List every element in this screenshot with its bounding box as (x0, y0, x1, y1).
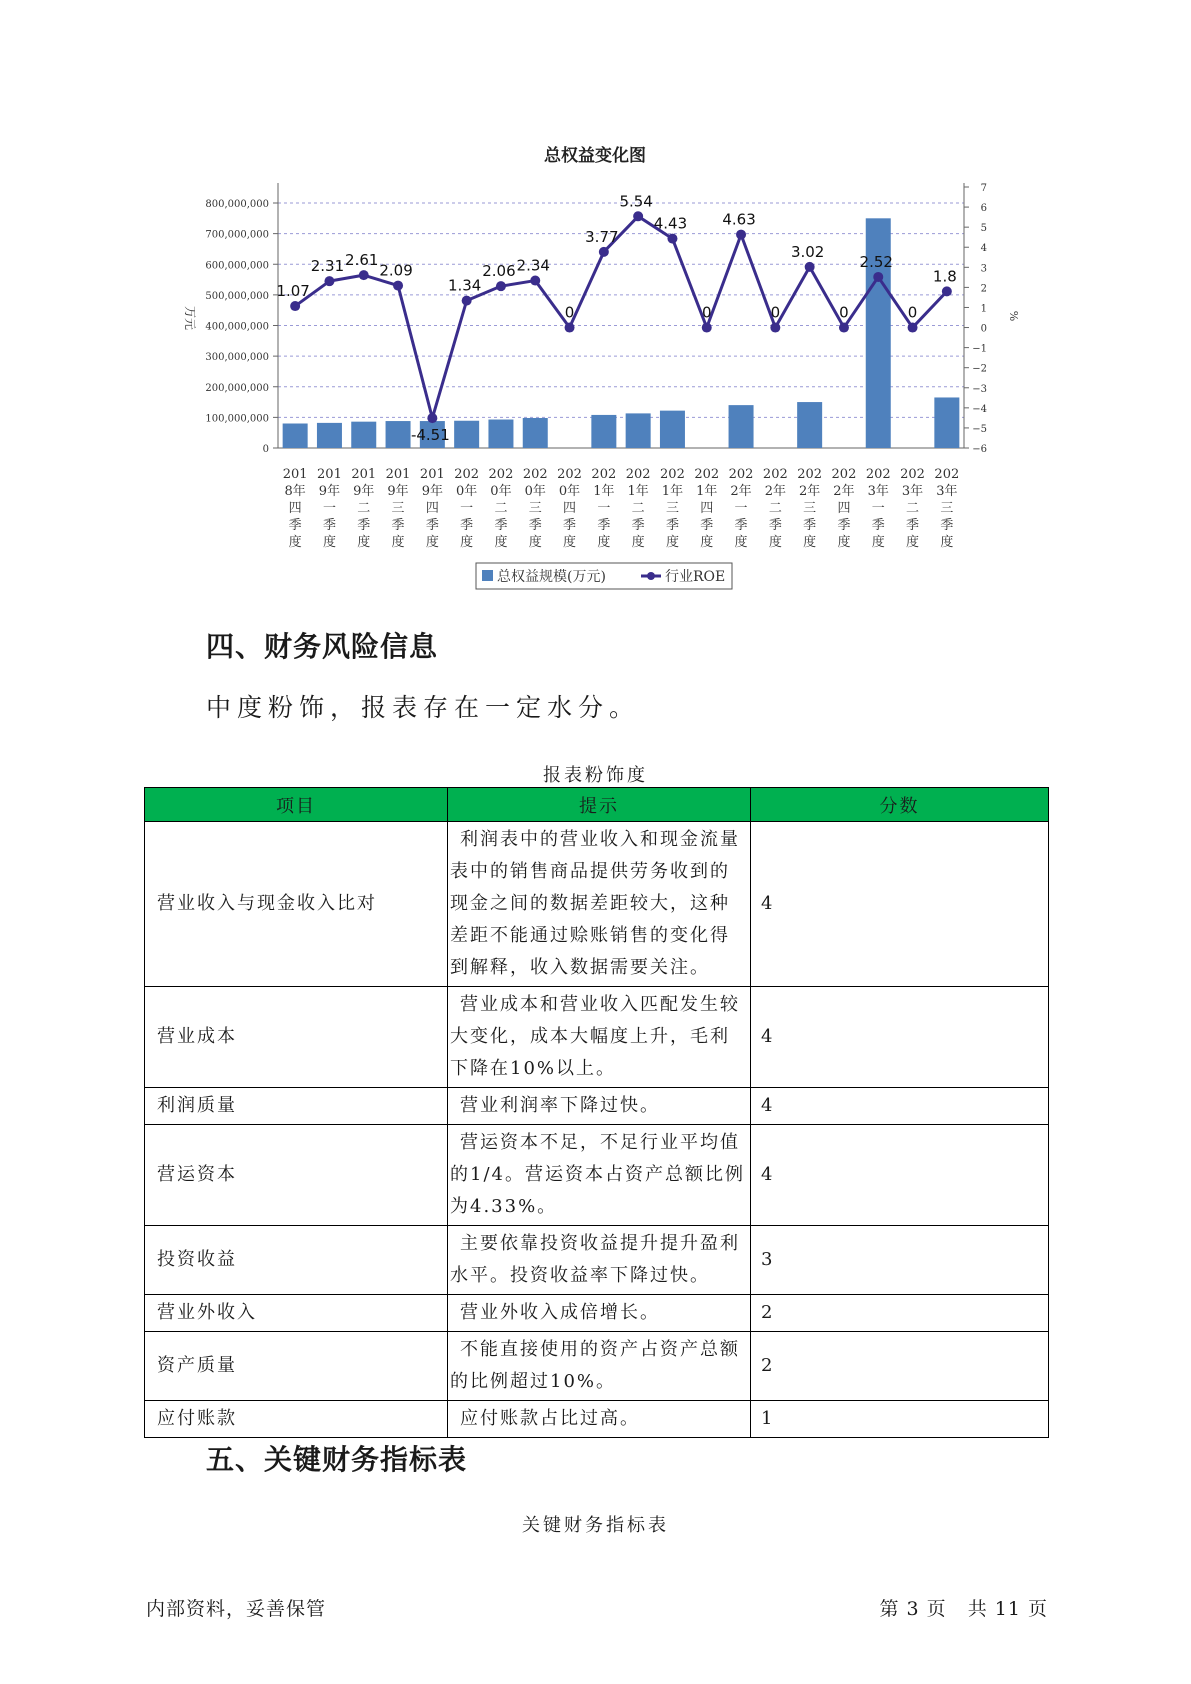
legend-bar-swatch (482, 570, 493, 581)
section-5-heading: 五、关键财务指标表 (206, 1443, 468, 1476)
right-tick-label: −1 (972, 343, 987, 355)
roe-data-label: 1.8 (932, 267, 957, 286)
left-tick-label: 500,000,000 (205, 290, 269, 302)
x-tick-label: 202 3年一季度 (865, 467, 891, 550)
equity-bar (317, 423, 342, 448)
x-tick-label: 202 3年三季度 (934, 467, 960, 550)
x-tick-label: 202 2年二季度 (762, 467, 788, 550)
row-item: 营业收入与现金收入比对 (145, 822, 448, 987)
roe-point (427, 413, 437, 423)
x-tick-label: 202 0年二季度 (488, 467, 514, 550)
x-tick-label: 201 9年二季度 (351, 467, 377, 550)
roe-data-label: 4.63 (722, 210, 756, 229)
equity-bar (351, 422, 376, 448)
row-hint: 利润表中的营业收入和现金流量表中的销售商品提供劳务收到的现金之间的数据差距较大，这种差距不能通过赊账销售的变化得到解释，收入数据需要关注。 (448, 822, 751, 987)
roe-point (359, 270, 369, 280)
row-score: 2 (751, 1295, 1049, 1332)
x-tick-label: 202 2年一季度 (728, 467, 754, 550)
row-hint: 应付账款占比过高。 (448, 1401, 751, 1438)
table-row (145, 1295, 1049, 1332)
roe-point (770, 323, 780, 333)
right-tick-label: 0 (980, 323, 987, 335)
roe-point (805, 262, 815, 272)
legend-line-marker (647, 572, 655, 580)
row-hint: 不能直接使用的资产占资产总额的比例超过10%。 (448, 1332, 751, 1401)
header-score: 分数 (751, 788, 1049, 822)
roe-point (736, 230, 746, 240)
row-score: 4 (751, 987, 1049, 1088)
x-tick-label: 202 3年二季度 (900, 467, 925, 550)
right-axis-label: % (1007, 310, 1020, 322)
section-5-caption: 关键财务指标表 (522, 1515, 669, 1536)
right-tick-label: 1 (980, 303, 987, 315)
row-score: 3 (751, 1226, 1049, 1295)
left-tick-label: 100,000,000 (205, 413, 269, 425)
roe-data-label: 0 (907, 303, 918, 322)
roe-data-label: 2.06 (482, 262, 516, 281)
roe-data-label: 1.07 (276, 282, 310, 301)
left-tick-label: 200,000,000 (205, 382, 269, 394)
chart-title: 总权益变化图 (544, 146, 646, 166)
right-tick-label: 6 (980, 203, 987, 215)
roe-data-label: 2.31 (310, 257, 345, 276)
roe-data-label: 4.43 (653, 214, 688, 233)
roe-point (393, 281, 403, 291)
risk-summary-text: 中度粉饰，报表存在一定水分。 (206, 693, 641, 722)
x-tick-label: 202 2年三季度 (797, 467, 823, 550)
header-item: 项目 (145, 788, 448, 822)
row-score: 2 (751, 1332, 1049, 1401)
roe-point (908, 323, 918, 333)
left-tick-label: 0 (262, 444, 269, 455)
x-tick-label: 201 9年四季度 (419, 467, 445, 550)
row-item: 利润质量 (145, 1088, 448, 1125)
legend-line-label: 行业ROE (665, 569, 726, 585)
row-item: 营业外收入 (145, 1295, 448, 1332)
table-row (145, 822, 1049, 987)
x-tick-label: 202 0年四季度 (557, 467, 582, 550)
roe-point (633, 211, 643, 221)
equity-chart (0, 0, 1191, 600)
roe-data-label: 1.34 (447, 276, 482, 295)
right-tick-label: 7 (980, 183, 987, 194)
row-score: 4 (751, 1088, 1049, 1125)
roe-point (530, 276, 540, 286)
right-tick-label: 5 (980, 223, 987, 235)
roe-point (667, 234, 677, 244)
equity-bar (386, 421, 411, 448)
roe-line (295, 216, 947, 418)
right-tick-label: 2 (980, 283, 987, 295)
x-tick-label: 202 1年四季度 (694, 467, 720, 550)
left-tick-label: 400,000,000 (205, 321, 269, 333)
x-tick-label: 201 9年一季度 (317, 467, 342, 550)
equity-bar (797, 402, 822, 448)
left-axis-label: 万元 (183, 305, 197, 331)
table-row (145, 1332, 1049, 1401)
equity-bar (591, 415, 616, 448)
table-row (145, 1088, 1049, 1125)
x-tick-label: 201 9年三季度 (385, 467, 411, 550)
equity-bar (283, 424, 308, 449)
roe-point (462, 296, 472, 306)
roe-data-label: 3.77 (585, 227, 619, 246)
row-score: 1 (751, 1401, 1049, 1438)
x-tick-label: 202 0年三季度 (522, 467, 548, 550)
footer-page-number: 第 3 页 共 11 页 (879, 1598, 1048, 1620)
row-item: 投资收益 (145, 1226, 448, 1295)
whitewash-table (144, 787, 1049, 1438)
x-tick-label: 202 1年一季度 (591, 467, 617, 550)
roe-data-label: 0 (564, 303, 575, 322)
legend-bar-label: 总权益规模(万元) (497, 569, 606, 585)
equity-bar (488, 420, 513, 448)
right-tick-label: 3 (980, 263, 987, 275)
roe-data-label: 0 (839, 303, 849, 322)
x-tick-label: 202 1年二季度 (625, 467, 651, 550)
row-hint: 营业外收入成倍增长。 (448, 1295, 751, 1332)
equity-bar (729, 405, 754, 448)
table-caption: 报表粉饰度 (543, 765, 648, 786)
roe-point (873, 272, 883, 282)
row-hint: 主要依靠投资收益提升提升盈利水平。投资收益率下降过快。 (448, 1226, 751, 1295)
roe-data-label: 0 (770, 303, 781, 322)
equity-bar (660, 411, 685, 448)
roe-point (839, 323, 849, 333)
roe-data-label: 2.34 (516, 256, 550, 275)
roe-data-label: 2.61 (345, 251, 379, 270)
left-tick-label: 600,000,000 (205, 260, 269, 272)
right-tick-label: −5 (972, 423, 987, 435)
roe-point (599, 247, 609, 257)
roe-data-label: 2.09 (379, 261, 413, 280)
table-row (145, 1226, 1049, 1295)
roe-point (290, 301, 300, 311)
table-row (145, 987, 1049, 1088)
x-tick-label: 202 2年四季度 (831, 467, 857, 550)
equity-bar (934, 397, 959, 448)
row-score: 4 (751, 822, 1049, 987)
right-tick-label: 4 (980, 243, 987, 255)
roe-data-label: 0 (701, 303, 712, 322)
roe-data-label: 5.54 (619, 192, 653, 211)
table-row (145, 1401, 1049, 1438)
row-item: 应付账款 (145, 1401, 448, 1438)
equity-bar (626, 413, 651, 448)
roe-data-label: 2.52 (859, 252, 893, 271)
x-tick-label: 202 0年一季度 (454, 467, 480, 550)
row-item: 营业成本 (145, 987, 448, 1088)
right-tick-label: −3 (972, 383, 987, 395)
equity-bar (454, 421, 479, 448)
right-tick-label: −6 (972, 444, 987, 455)
left-tick-label: 700,000,000 (205, 229, 269, 241)
left-tick-label: 800,000,000 (205, 199, 269, 210)
footer-confidential: 内部资料，妥善保管 (146, 1598, 327, 1620)
roe-point (702, 323, 712, 333)
table-header-row (145, 788, 1049, 822)
header-hint: 提示 (448, 788, 751, 822)
roe-point (324, 276, 334, 286)
row-hint: 营业成本和营业收入匹配发生较大变化，成本大幅度上升，毛利下降在10%以上。 (448, 987, 751, 1088)
left-tick-label: 300,000,000 (205, 352, 269, 364)
table-row (145, 1125, 1049, 1226)
roe-point (565, 323, 575, 333)
x-tick-label: 202 1年三季度 (660, 467, 685, 550)
right-tick-label: −2 (972, 363, 987, 375)
roe-data-label: -4.51 (410, 426, 450, 445)
row-hint: 营业利润率下降过快。 (448, 1088, 751, 1125)
x-tick-label: 201 8年四季度 (282, 467, 308, 550)
roe-data-label: 3.02 (790, 242, 825, 261)
row-item: 资产质量 (145, 1332, 448, 1401)
roe-point (942, 286, 952, 296)
equity-bar (523, 418, 548, 448)
section-4-heading: 四、财务风险信息 (206, 630, 439, 663)
row-hint: 营运资本不足，不足行业平均值的1/4。营运资本占资产总额比例为4.33%。 (448, 1125, 751, 1226)
row-score: 4 (751, 1125, 1049, 1226)
roe-point (496, 281, 506, 291)
right-tick-label: −4 (972, 403, 987, 415)
row-item: 营运资本 (145, 1125, 448, 1226)
